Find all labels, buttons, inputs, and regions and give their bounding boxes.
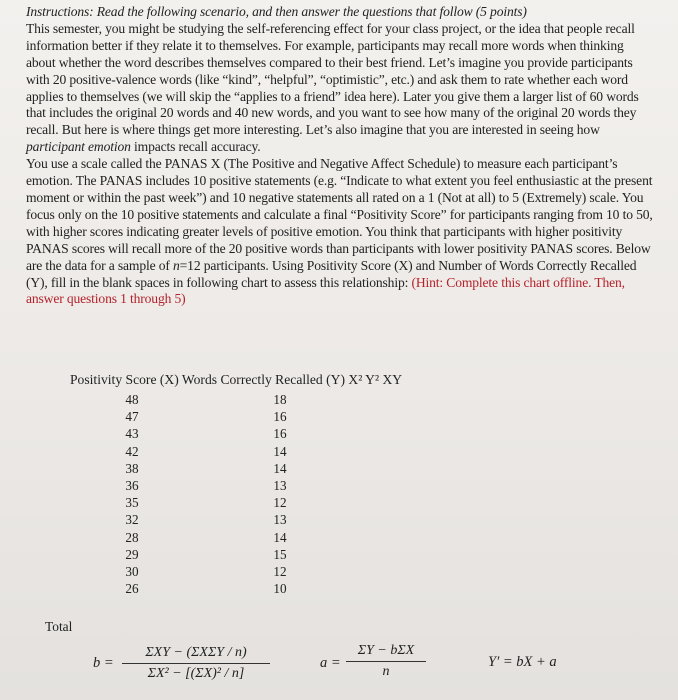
y-value-cell: 18 [273,392,287,407]
a-fraction [346,643,426,680]
x-value-cell: 35 [125,495,139,511]
b-fraction [122,645,270,682]
x-column [110,391,154,597]
x-value-cell: 36 [125,477,139,493]
b-denominator: ΣX² − [(ΣX)² / n] [147,666,245,681]
x-value-cell: 42 [125,443,139,459]
y-value-cell: 16 [273,409,287,425]
table-header: Positivity Score (X) Words Correctly Recalled (Y) X² Y² XY [70,372,403,387]
a-equals: a = [320,655,341,671]
y-value-cell: 13 [273,477,287,493]
total-label: Total [45,619,73,634]
instructions-label: Instructions: Read the following scenario, and then answer the questions that follow (5 points) [26,4,527,19]
y-value-cell: 13 [273,512,287,528]
x-value-cell: 26 [125,581,139,597]
x-value-cell: 43 [125,426,139,442]
y-column [258,391,302,597]
b-equals: b = [93,655,114,671]
scenario-text [26,4,656,308]
paragraph-1 [26,4,656,156]
p2-text-b: =12 participants. Using Positivity Score (X) and Number of Words Correctly Recalled (Y), fill in the blank spaces in following chart to assess this relationship: [26,257,637,290]
a-numerator: ΣY − bΣX [357,643,415,658]
b-numerator: ΣXY − (ΣXΣY / n) [145,645,247,660]
hint-text: (Hint: Complete this chart offline. Then, answer questions 1 through 5) [26,274,625,307]
regression-equation: Y′ = bX + a [488,654,557,670]
p2-n: n [173,257,180,273]
x-value-cell: 29 [125,546,139,562]
x-value-cell: 28 [125,529,139,545]
y-value-cell: 15 [273,546,287,562]
x-value-cell: 32 [125,512,139,528]
y-value-cell: 12 [273,563,287,579]
y-value-cell: 14 [273,443,287,459]
y-value-cell: 14 [273,460,287,476]
y-value-cell: 16 [273,426,287,442]
p1-text-a: This semester, you might be studying the self-referencing effect for your class project, or the idea that people recall information better if they relate it to themselves. For example, participants may recall more words when thinking about whether the word describes themselves compared to their best friend. Let’s imagine you provide participants with 20 positive-valence words (like “kind”, “helpful”, “optimistic”, etc.) and ask them to rate whether each word applies to themselves (we will skip the “applies to a friend” idea here). Later you give them a larger list of 60 words that includes the original 20 words and 40 new words, and you want to see how many of the original 20 words they recall. But here is where things get more interesting. Let’s also imagine that you are interested in seeing how [26,20,639,138]
y-value-cell: 10 [273,581,287,597]
y-value-cell: 12 [273,495,287,511]
a-fraction-bar [346,661,426,662]
p1-text-b: impacts recall accuracy. [130,139,261,155]
y-value-cell: 14 [273,529,287,545]
p1-emphasis: participant emotion [26,139,131,155]
p2-text-a: You use a scale called the PANAS X (The Positive and Negative Affect Schedule) to measure each participant’s emotion. The PANAS includes 10 positive statements (e.g. “Indicate to what extent you feel enthusiastic at the present moment or within the past week”) and 10 negative statements all rated on a 1 (Not at all) to 5 (Extremely) scale. You focus only on the 10 positive statements and calculate a final “Positivity Score” for participants ranging from 10 to 50, with higher scores indicating greater levels of positive emotion. You think that participants with higher positivity PANAS scores will recall more of the 20 positive words than participants with lower positivity PANAS scores. Below are the data for a sample of [26,156,653,273]
x-value-cell: 48 [125,392,139,407]
paragraph-2 [26,156,656,308]
x-value-cell: 30 [125,563,139,579]
x-value-cell: 47 [125,409,139,425]
a-denominator: n [382,664,390,679]
b-fraction-bar [122,663,270,664]
x-value-cell: 38 [125,460,139,476]
